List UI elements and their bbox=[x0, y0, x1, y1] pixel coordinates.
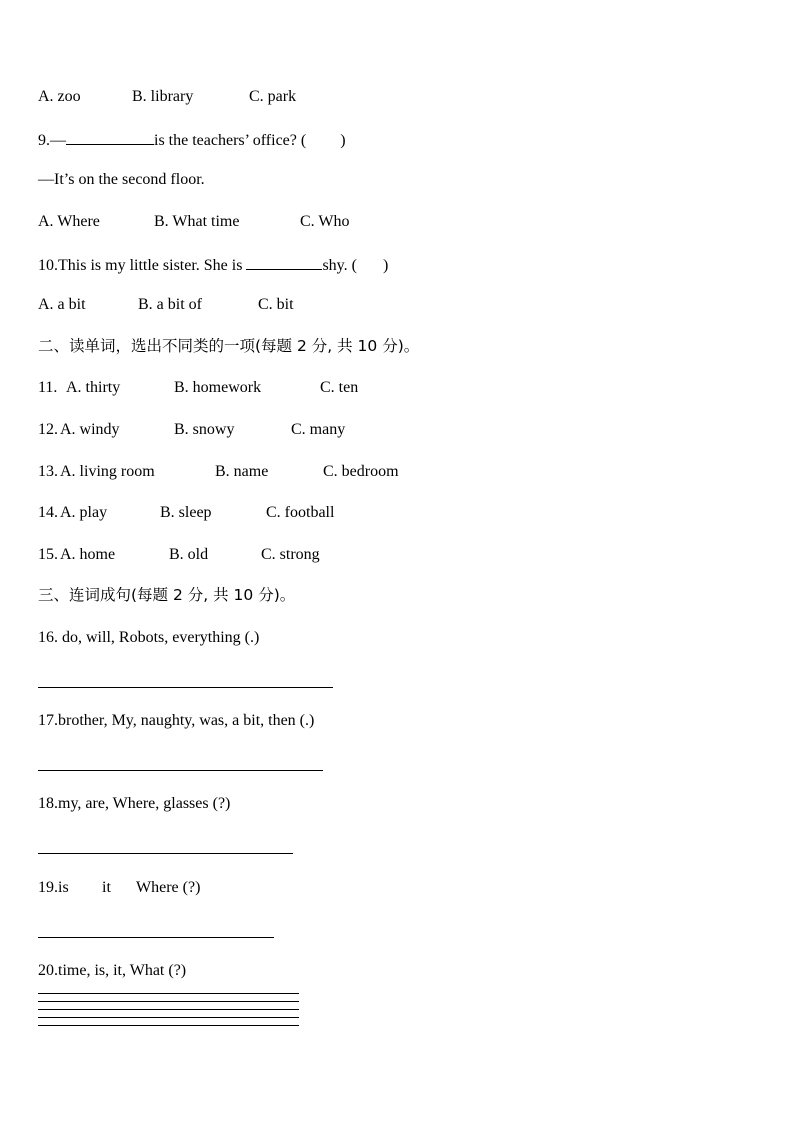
q8-option-b[interactable]: B. library bbox=[132, 88, 194, 105]
q13-option-c[interactable]: C. bedroom bbox=[323, 463, 399, 480]
q10-option-c[interactable]: C. bit bbox=[258, 296, 294, 313]
q20-answer-line-3[interactable] bbox=[38, 1009, 299, 1010]
q17-prompt: 17.brother, My, naughty, was, a bit, then (.) bbox=[38, 712, 315, 729]
q11-number: 11. bbox=[38, 379, 58, 396]
q13-number: 13. bbox=[38, 463, 58, 480]
q9-option-c[interactable]: C. Who bbox=[300, 213, 350, 230]
q19-answer-line[interactable] bbox=[38, 937, 274, 938]
q8-option-c[interactable]: C. park bbox=[249, 88, 297, 105]
q10-option-a[interactable]: A. a bit bbox=[38, 296, 86, 313]
q12-option-c[interactable]: C. many bbox=[291, 421, 346, 438]
q11-option-c[interactable]: C. ten bbox=[320, 379, 359, 396]
q10-close: ) bbox=[382, 257, 389, 274]
q10-blank[interactable] bbox=[246, 254, 322, 270]
q9-suffix: is the teachers’ office? ( bbox=[154, 132, 307, 149]
q20-answer-line-2[interactable] bbox=[38, 1001, 299, 1002]
q10-option-b[interactable]: B. a bit of bbox=[138, 296, 202, 313]
q15-option-c[interactable]: C. strong bbox=[261, 546, 320, 563]
q18-answer-line[interactable] bbox=[38, 853, 293, 854]
q8-option-a[interactable]: A. zoo bbox=[38, 88, 81, 105]
q11-option-b[interactable]: B. homework bbox=[174, 379, 262, 396]
q9-close: ) bbox=[340, 132, 346, 149]
q15-number: 15. bbox=[38, 546, 58, 563]
q14-number: 14. bbox=[38, 504, 58, 521]
q20-answer-line-1[interactable] bbox=[38, 993, 299, 994]
q15-option-b[interactable]: B. old bbox=[169, 546, 209, 563]
q16-prompt: 16. do, will, Robots, everything (.) bbox=[38, 629, 260, 646]
q12-number: 12. bbox=[38, 421, 58, 438]
q16-answer-line[interactable] bbox=[38, 687, 333, 688]
q10-suffix: shy. ( bbox=[322, 257, 357, 274]
q9-option-a[interactable]: A. Where bbox=[38, 213, 100, 230]
q19-word-2: it bbox=[102, 879, 111, 896]
q11-option-a[interactable]: A. thirty bbox=[66, 379, 121, 396]
q13-option-b[interactable]: B. name bbox=[215, 463, 269, 480]
q15-option-a[interactable]: A. home bbox=[60, 546, 116, 563]
q9-reply: —It’s on the second floor. bbox=[38, 171, 205, 188]
section-3-heading: 三、连词成句(每题 2 分, 共 10 分)。 bbox=[38, 586, 296, 604]
q10-prefix: 10.This is my little sister. She is bbox=[38, 257, 247, 274]
q19-word-1: 19.is bbox=[38, 879, 69, 896]
q20-answer-line-4[interactable] bbox=[38, 1017, 299, 1018]
section-2-heading: 二、读单词，选出不同类的一项(每题 2 分, 共 10 分)。 bbox=[38, 337, 420, 355]
q17-answer-line[interactable] bbox=[38, 770, 323, 771]
q9-stem bbox=[38, 129, 346, 151]
q14-option-a[interactable]: A. play bbox=[60, 504, 108, 521]
q12-option-a[interactable]: A. windy bbox=[60, 421, 120, 438]
q10-stem bbox=[38, 254, 388, 276]
q14-option-c[interactable]: C. football bbox=[266, 504, 335, 521]
q20-answer-line-5[interactable] bbox=[38, 1025, 299, 1026]
q18-prompt: 18.my, are, Where, glasses (?) bbox=[38, 795, 231, 812]
q19-word-3: Where (?) bbox=[136, 879, 201, 896]
q9-option-b[interactable]: B. What time bbox=[154, 213, 240, 230]
q13-option-a[interactable]: A. living room bbox=[60, 463, 155, 480]
q14-option-b[interactable]: B. sleep bbox=[160, 504, 212, 521]
q12-option-b[interactable]: B. snowy bbox=[174, 421, 235, 438]
q20-prompt: 20.time, is, it, What (?) bbox=[38, 962, 187, 979]
q9-blank[interactable] bbox=[66, 129, 154, 145]
q9-prefix: 9.— bbox=[38, 132, 66, 149]
